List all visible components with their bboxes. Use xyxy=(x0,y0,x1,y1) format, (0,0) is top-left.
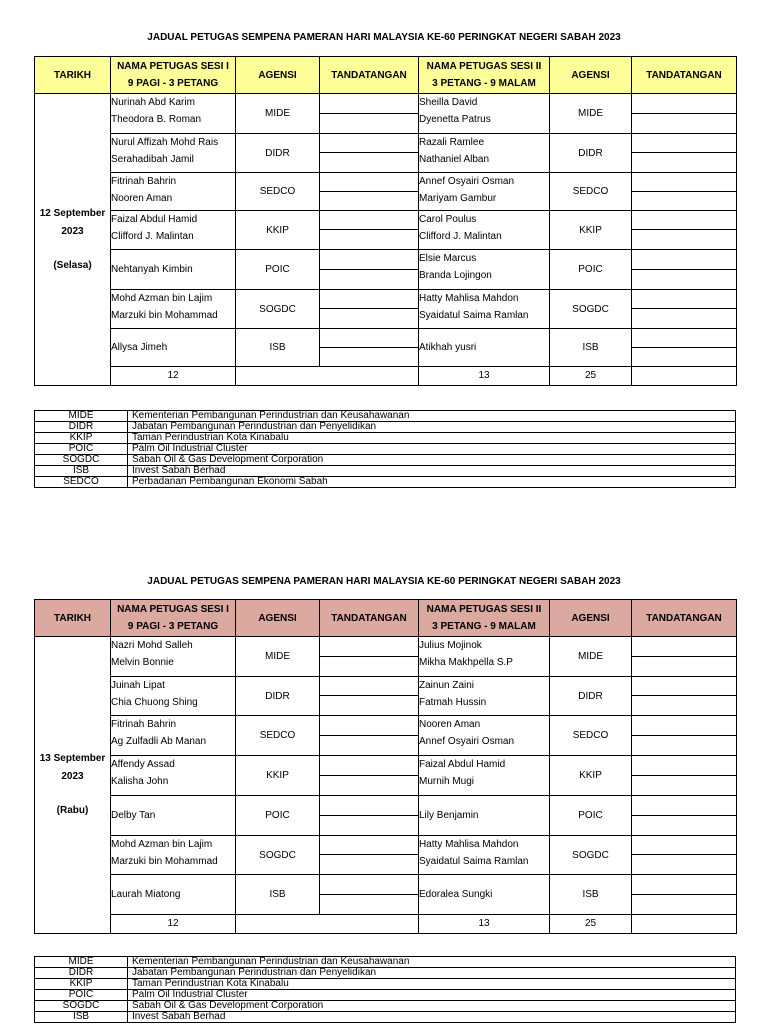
agency-cell: POIC xyxy=(550,250,632,290)
staff-name: Faizal Abdul Hamid xyxy=(419,759,506,770)
header-tandatangan1: TANDATANGAN xyxy=(320,57,419,94)
signature-divider xyxy=(320,250,418,270)
signature-divider xyxy=(632,796,736,816)
signature-cell[interactable] xyxy=(632,836,737,875)
count-s1: 12 xyxy=(111,915,236,934)
staff-names xyxy=(419,211,550,250)
staff-name: Annef Osyairi Osman xyxy=(419,176,515,187)
staff-name: Zainun Zaini xyxy=(419,680,475,691)
table-row xyxy=(35,716,737,756)
signature-cell[interactable] xyxy=(632,329,737,367)
staff-name: Serahadibah Jamil xyxy=(111,154,194,165)
signature-cell[interactable] xyxy=(320,796,419,836)
legend-row xyxy=(35,1001,736,1012)
staff-names xyxy=(419,329,550,367)
staff-name: Nurinah Abd Karim xyxy=(111,97,195,108)
header-agensi1: AGENSI xyxy=(236,600,320,637)
date-weekday: (Rabu) xyxy=(56,805,89,816)
staff-names xyxy=(419,173,550,211)
staff-names xyxy=(419,796,550,836)
signature-divider xyxy=(320,716,418,736)
staff-name: Clifford J. Malintan xyxy=(111,231,194,242)
agency-cell: ISB xyxy=(236,875,320,915)
signature-divider xyxy=(320,677,418,696)
staff-name: Delby Tan xyxy=(111,810,156,821)
signature-divider xyxy=(320,211,418,230)
agency-cell: MIDE xyxy=(236,94,320,134)
staff-name: Hatty Mahlisa Mahdon xyxy=(419,293,519,304)
staff-name: Nathaniel Alban xyxy=(419,154,490,165)
staff-name: Mohd Azman bin Lajim xyxy=(111,293,213,304)
header-tandatangan2: TANDATANGAN xyxy=(632,57,737,94)
header-tarikh: TARIKH xyxy=(35,600,111,637)
staff-names xyxy=(419,637,550,677)
signature-cell[interactable] xyxy=(320,290,419,329)
signature-cell[interactable] xyxy=(632,211,737,250)
signature-cell[interactable] xyxy=(632,716,737,756)
staff-names xyxy=(111,796,236,836)
staff-name: Syaidatul Saima Ramlan xyxy=(419,856,529,867)
legend-row xyxy=(35,411,736,422)
legend-abbr: KKIP xyxy=(35,433,128,444)
staff-names xyxy=(111,756,236,796)
staff-name: Hatty Mahlisa Mahdon xyxy=(419,839,519,850)
legend-row xyxy=(35,433,736,444)
legend-full-name: Palm Oil Industrial Cluster xyxy=(128,444,736,455)
table-row xyxy=(35,94,737,134)
staff-name: Kalisha John xyxy=(111,776,169,787)
staff-name: Clifford J. Malintan xyxy=(419,231,502,242)
signature-divider xyxy=(632,290,736,309)
signature-cell[interactable] xyxy=(320,716,419,756)
agency-cell: POIC xyxy=(550,796,632,836)
signature-divider xyxy=(320,796,418,816)
signature-divider xyxy=(632,716,736,736)
legend-row xyxy=(35,968,736,979)
header-agensi2: AGENSI xyxy=(550,600,632,637)
staff-name: Chia Chuong Shing xyxy=(111,697,198,708)
agency-cell: KKIP xyxy=(550,211,632,250)
signature-cell[interactable] xyxy=(632,134,737,173)
signature-divider xyxy=(632,94,736,114)
staff-name: Affendy Assad xyxy=(111,759,175,770)
agency-cell: KKIP xyxy=(236,211,320,250)
count-row xyxy=(35,367,737,386)
header-sesi1: NAMA PETUGAS SESI I 9 PAGI - 3 PETANG xyxy=(111,57,236,94)
legend-row xyxy=(35,990,736,1001)
legend-full-name: Invest Sabah Berhad xyxy=(128,466,736,477)
staff-names xyxy=(111,290,236,329)
table-row xyxy=(35,875,737,915)
legend-row xyxy=(35,422,736,433)
schedule-table-day2 xyxy=(34,599,737,934)
agency-cell: DIDR xyxy=(236,677,320,716)
table-row xyxy=(35,756,737,796)
staff-names xyxy=(419,250,550,290)
signature-cell[interactable] xyxy=(320,677,419,716)
date-cell xyxy=(35,637,111,934)
table-row xyxy=(35,290,737,329)
staff-names xyxy=(111,173,236,211)
staff-name: Ag Zulfadli Ab Manan xyxy=(111,736,207,747)
signature-divider xyxy=(320,94,418,114)
signature-divider xyxy=(632,173,736,192)
signature-cell[interactable] xyxy=(632,290,737,329)
staff-names xyxy=(419,875,550,915)
legend-abbr: SEDCO xyxy=(35,477,128,488)
staff-name: Annef Osyairi Osman xyxy=(419,736,515,747)
table-row xyxy=(35,211,737,250)
signature-cell[interactable] xyxy=(632,173,737,211)
staff-name: Mohd Azman bin Lajim xyxy=(111,839,213,850)
agency-cell: MIDE xyxy=(550,637,632,677)
agency-cell: SEDCO xyxy=(236,173,320,211)
staff-name: Dyenetta Patrus xyxy=(419,114,491,125)
date-year: 2023 xyxy=(61,225,84,237)
legend-full-name: Taman Perindustrian Kota Kinabalu xyxy=(128,433,736,444)
table-row xyxy=(35,637,737,677)
legend-abbr: SOGDC xyxy=(35,455,128,466)
schedule-title-day1: JADUAL PETUGAS SEMPENA PAMERAN HARI MALAYSIA KE-60 PERINGKAT NEGERI SABAH 2023 xyxy=(147,32,621,43)
staff-name: Laurah Miatong xyxy=(111,889,181,900)
staff-name: Nazri Mohd Salleh xyxy=(111,640,193,651)
staff-name: Nooren Aman xyxy=(111,193,173,204)
count-blank xyxy=(632,367,737,386)
staff-name: Razali Ramlee xyxy=(419,137,485,148)
header-sesi2: NAMA PETUGAS SESI II 3 PETANG - 9 MALAM xyxy=(419,600,550,637)
legend-abbr: ISB xyxy=(35,1012,128,1023)
staff-name: Fitrinah Bahrin xyxy=(111,719,177,730)
agency-cell: SEDCO xyxy=(236,716,320,756)
agency-legend-day2 xyxy=(34,956,736,1023)
legend-full-name: Sabah Oil & Gas Development Corporation xyxy=(128,455,736,466)
legend-row xyxy=(35,979,736,990)
signature-divider xyxy=(320,836,418,855)
legend-row xyxy=(35,477,736,488)
staff-names xyxy=(111,250,236,290)
legend-abbr: DIDR xyxy=(35,422,128,433)
agency-cell: SOGDC xyxy=(550,290,632,329)
agency-cell: SEDCO xyxy=(550,716,632,756)
agency-cell: SOGDC xyxy=(236,836,320,875)
signature-cell[interactable] xyxy=(320,836,419,875)
table-row xyxy=(35,329,737,367)
staff-names xyxy=(419,290,550,329)
signature-divider xyxy=(632,756,736,776)
legend-abbr: ISB xyxy=(35,466,128,477)
staff-name: Marzuki bin Mohammad xyxy=(111,310,218,321)
staff-name: Syaidatul Saima Ramlan xyxy=(419,310,529,321)
signature-cell[interactable] xyxy=(320,134,419,173)
date-year: 2023 xyxy=(61,771,84,782)
signature-cell[interactable] xyxy=(320,250,419,290)
signature-cell[interactable] xyxy=(632,250,737,290)
staff-name: Branda Lojingon xyxy=(419,270,492,281)
signature-divider xyxy=(632,250,736,270)
table-row xyxy=(35,173,737,211)
agency-legend-day1 xyxy=(34,410,736,488)
staff-name: Theodora B. Roman xyxy=(111,114,202,125)
staff-names xyxy=(111,329,236,367)
staff-names xyxy=(111,716,236,756)
staff-name: Sheilla David xyxy=(419,97,478,108)
signature-divider xyxy=(632,875,736,895)
signature-cell[interactable] xyxy=(320,637,419,677)
agency-cell: KKIP xyxy=(550,756,632,796)
agency-cell: KKIP xyxy=(236,756,320,796)
legend-full-name: Jabatan Pembangunan Perindustrian dan Penyelidikan xyxy=(128,422,736,433)
schedule-title-day2: JADUAL PETUGAS SEMPENA PAMERAN HARI MALAYSIA KE-60 PERINGKAT NEGERI SABAH 2023 xyxy=(147,576,621,587)
signature-cell[interactable] xyxy=(320,329,419,367)
signature-divider xyxy=(320,173,418,192)
legend-row xyxy=(35,455,736,466)
agency-cell: SOGDC xyxy=(550,836,632,875)
signature-cell[interactable] xyxy=(632,637,737,677)
signature-divider xyxy=(320,134,418,153)
count-total: 25 xyxy=(550,915,632,934)
signature-cell[interactable] xyxy=(632,796,737,836)
legend-abbr: MIDE xyxy=(35,957,128,968)
signature-cell[interactable] xyxy=(320,756,419,796)
legend-full-name: Palm Oil Industrial Cluster xyxy=(128,990,736,1001)
staff-names xyxy=(111,677,236,716)
staff-name: Carol Poulus xyxy=(419,214,477,225)
signature-divider xyxy=(632,637,736,657)
staff-name: Fatmah Hussin xyxy=(419,697,487,708)
header-sesi1: NAMA PETUGAS SESI I 9 PAGI - 3 PETANG xyxy=(111,600,236,637)
legend-full-name: Jabatan Pembangunan Perindustrian dan Penyelidikan xyxy=(128,968,736,979)
date-day: 12 September xyxy=(39,207,106,219)
agency-cell: SOGDC xyxy=(236,290,320,329)
legend-abbr: POIC xyxy=(35,990,128,1001)
header-sesi2: NAMA PETUGAS SESI II 3 PETANG - 9 MALAM xyxy=(419,57,550,94)
signature-cell[interactable] xyxy=(632,94,737,134)
header-agensi2: AGENSI xyxy=(550,57,632,94)
staff-names xyxy=(419,756,550,796)
legend-full-name: Perbadanan Pembangunan Ekonomi Sabah xyxy=(128,477,736,488)
header-agensi1: AGENSI xyxy=(236,57,320,94)
staff-names xyxy=(111,211,236,250)
header-tandatangan1: TANDATANGAN xyxy=(320,600,419,637)
legend-full-name: Taman Perindustrian Kota Kinabalu xyxy=(128,979,736,990)
signature-cell[interactable] xyxy=(632,677,737,716)
legend-abbr: POIC xyxy=(35,444,128,455)
signature-divider xyxy=(632,134,736,153)
count-total: 25 xyxy=(550,367,632,386)
table-row xyxy=(35,836,737,875)
staff-name: Julius Mojinok xyxy=(419,640,482,651)
staff-name: Elsie Marcus xyxy=(419,253,477,264)
staff-names xyxy=(111,94,236,134)
legend-abbr: DIDR xyxy=(35,968,128,979)
signature-cell[interactable] xyxy=(320,173,419,211)
staff-name: Nurul Affizah Mohd Rais xyxy=(111,137,219,148)
count-s2: 13 xyxy=(419,367,550,386)
agency-cell: DIDR xyxy=(550,134,632,173)
legend-full-name: Invest Sabah Berhad xyxy=(128,1012,736,1023)
staff-names xyxy=(111,637,236,677)
staff-name: Fitrinah Bahrin xyxy=(111,176,177,187)
signature-cell[interactable] xyxy=(632,875,737,915)
date-day: 13 September xyxy=(39,753,106,764)
legend-abbr: SOGDC xyxy=(35,1001,128,1012)
signature-divider xyxy=(632,677,736,696)
signature-divider xyxy=(320,290,418,309)
table-row xyxy=(35,250,737,290)
signature-divider xyxy=(632,836,736,855)
staff-names xyxy=(111,875,236,915)
staff-names xyxy=(419,716,550,756)
staff-name: Lily Benjamin xyxy=(419,810,479,821)
agency-cell: ISB xyxy=(550,329,632,367)
staff-name: Atikhah yusri xyxy=(419,342,477,353)
signature-cell[interactable] xyxy=(632,756,737,796)
signature-cell[interactable] xyxy=(320,211,419,250)
legend-row xyxy=(35,466,736,477)
legend-full-name: Kementerian Pembangunan Perindustrian dan Keusahawanan xyxy=(128,957,736,968)
staff-names xyxy=(111,836,236,875)
agency-cell: POIC xyxy=(236,250,320,290)
staff-name: Nehtanyah Kimbin xyxy=(111,264,193,275)
date-weekday: (Selasa) xyxy=(53,259,92,271)
staff-name: Marzuki bin Mohammad xyxy=(111,856,218,867)
staff-names xyxy=(419,94,550,134)
agency-cell: DIDR xyxy=(236,134,320,173)
count-s1: 12 xyxy=(111,367,236,386)
legend-row xyxy=(35,957,736,968)
staff-names xyxy=(419,836,550,875)
staff-names xyxy=(419,134,550,173)
legend-full-name: Kementerian Pembangunan Perindustrian dan Keusahawanan xyxy=(128,411,736,422)
agency-cell: SEDCO xyxy=(550,173,632,211)
count-blank xyxy=(236,915,419,934)
staff-name: Murnih Mugi xyxy=(419,776,475,787)
count-blank xyxy=(632,915,737,934)
signature-divider xyxy=(320,329,418,348)
staff-name: Faizal Abdul Hamid xyxy=(111,214,198,225)
table-row xyxy=(35,134,737,173)
agency-cell: MIDE xyxy=(236,637,320,677)
staff-name: Edoralea Sungki xyxy=(419,889,493,900)
count-blank xyxy=(236,367,419,386)
signature-divider xyxy=(320,875,418,895)
count-row xyxy=(35,915,737,934)
staff-name: Nooren Aman xyxy=(419,719,481,730)
signature-divider xyxy=(632,211,736,230)
agency-cell: POIC xyxy=(236,796,320,836)
legend-row xyxy=(35,1012,736,1023)
staff-name: Mikha Makhpella S.P xyxy=(419,657,513,668)
legend-row xyxy=(35,444,736,455)
legend-abbr: MIDE xyxy=(35,411,128,422)
staff-name: Melvin Bonnie xyxy=(111,657,174,668)
header-tandatangan2: TANDATANGAN xyxy=(632,600,737,637)
staff-names xyxy=(111,134,236,173)
signature-divider xyxy=(320,756,418,776)
legend-full-name: Sabah Oil & Gas Development Corporation xyxy=(128,1001,736,1012)
signature-divider xyxy=(632,329,736,348)
staff-names xyxy=(419,677,550,716)
table-row xyxy=(35,796,737,836)
agency-cell: MIDE xyxy=(550,94,632,134)
count-s2: 13 xyxy=(419,915,550,934)
signature-cell[interactable] xyxy=(320,875,419,915)
agency-cell: DIDR xyxy=(550,677,632,716)
agency-cell: ISB xyxy=(236,329,320,367)
schedule-table-day1 xyxy=(34,56,737,386)
staff-name: Mariyam Gambur xyxy=(419,193,497,204)
date-cell xyxy=(35,94,111,386)
legend-abbr: KKIP xyxy=(35,979,128,990)
signature-divider xyxy=(320,637,418,657)
signature-cell[interactable] xyxy=(320,94,419,134)
header-tarikh: TARIKH xyxy=(35,57,111,94)
agency-cell: ISB xyxy=(550,875,632,915)
staff-name: Allysa Jimeh xyxy=(111,342,168,353)
table-row xyxy=(35,677,737,716)
staff-name: Juinah Lipat xyxy=(111,680,165,691)
